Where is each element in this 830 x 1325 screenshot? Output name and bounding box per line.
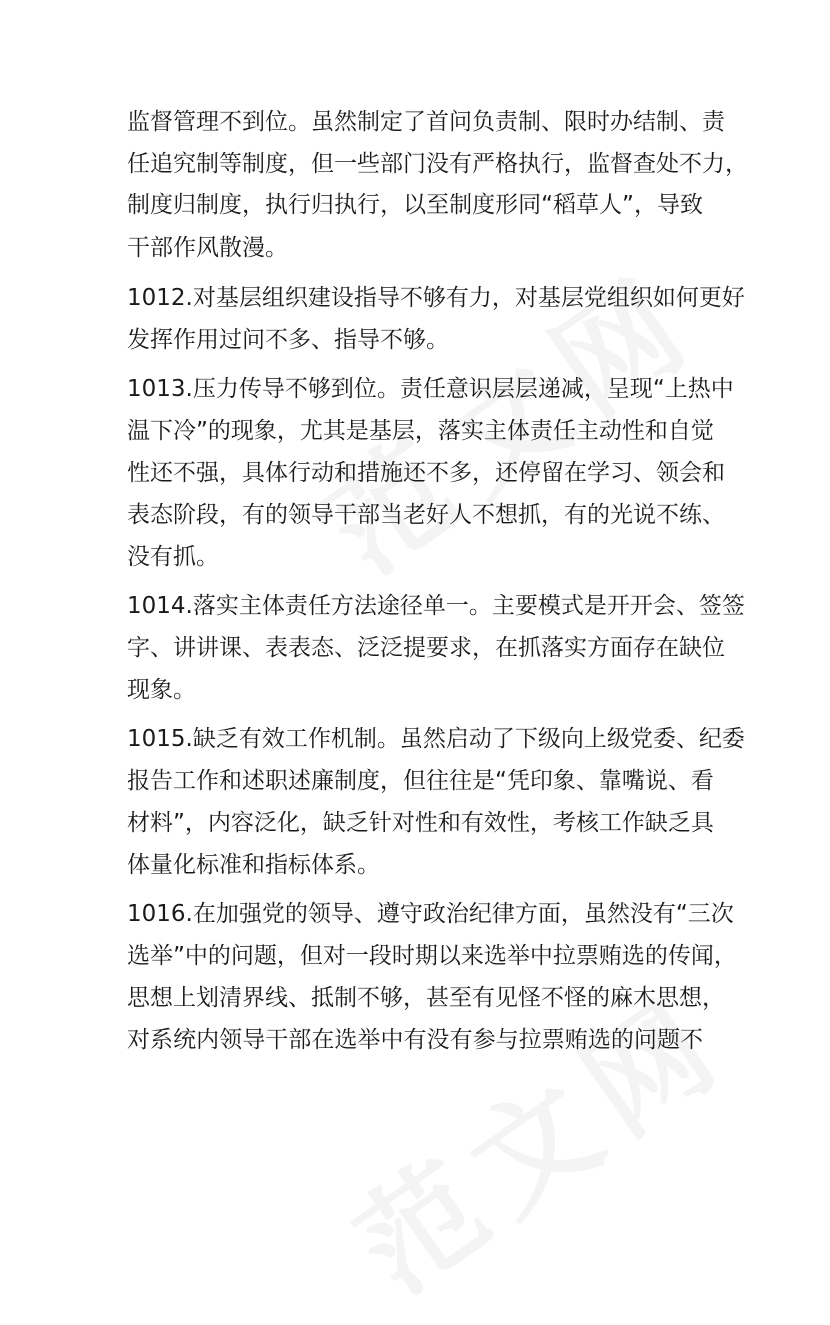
paragraph-line: 1014.落实主体责任方法途径单一。主要模式是开开会、签签 bbox=[127, 593, 745, 619]
paragraph-line: 性还不强，具体行动和措施还不多，还停留在学习、领会和 bbox=[127, 460, 725, 486]
paragraph-line: 体量化标准和指标体系。 bbox=[127, 852, 380, 878]
paragraph-line: 现象。 bbox=[127, 677, 196, 703]
paragraph-line: 干部作风散漫。 bbox=[127, 235, 288, 261]
paragraph-line: 材料”，内容泛化，缺乏针对性和有效性，考核工作缺乏具 bbox=[127, 810, 714, 836]
paragraph-line: 1012.对基层组织建设指导不够有力，对基层党组织如何更好 bbox=[127, 285, 745, 311]
paragraph-line: 字、讲讲课、表表态、泛泛提要求，在抓落实方面存在缺位 bbox=[127, 635, 725, 661]
paragraph-line: 任追究制等制度，但一些部门没有严格执行，监督查处不力， bbox=[127, 151, 748, 177]
paragraph-line: 对系统内领导干部在选举中有没有参与拉票贿选的问题不 bbox=[127, 1027, 703, 1053]
paragraph-line: 报告工作和述职述廉制度，但往往是“凭印象、靠嘴说、看 bbox=[127, 768, 714, 794]
paragraph-line: 没有抓。 bbox=[127, 544, 219, 570]
paragraph-line: 监督管理不到位。虽然制定了首问负责制、限时办结制、责 bbox=[127, 109, 725, 135]
paragraph-line: 发挥作用过问不多、指导不够。 bbox=[127, 327, 449, 353]
paragraph-line: 表态阶段，有的领导干部当老好人不想抓，有的光说不练、 bbox=[127, 502, 725, 528]
paragraph-line: 1016.在加强党的领导、遵守政治纪律方面，虽然没有“三次 bbox=[127, 901, 734, 927]
paragraph-line: 制度归制度，执行归执行，以至制度形同“稻草人”，导致 bbox=[127, 192, 703, 218]
paragraph-line: 1015.缺乏有效工作机制。虽然启动了下级向上级党委、纪委 bbox=[127, 726, 745, 752]
paragraph-line: 1013.压力传导不够到位。责任意识层层递减，呈现“上热中 bbox=[127, 376, 734, 402]
paragraph-line: 温下冷”的现象，尤其是基层，落实主体责任主动性和自觉 bbox=[127, 418, 714, 444]
paragraph-line: 选举”中的问题，但对一段时期以来选举中拉票贿选的传闻， bbox=[127, 943, 737, 969]
paragraph-line: 思想上划清界线、抵制不够，甚至有见怪不怪的麻木思想， bbox=[127, 985, 725, 1011]
